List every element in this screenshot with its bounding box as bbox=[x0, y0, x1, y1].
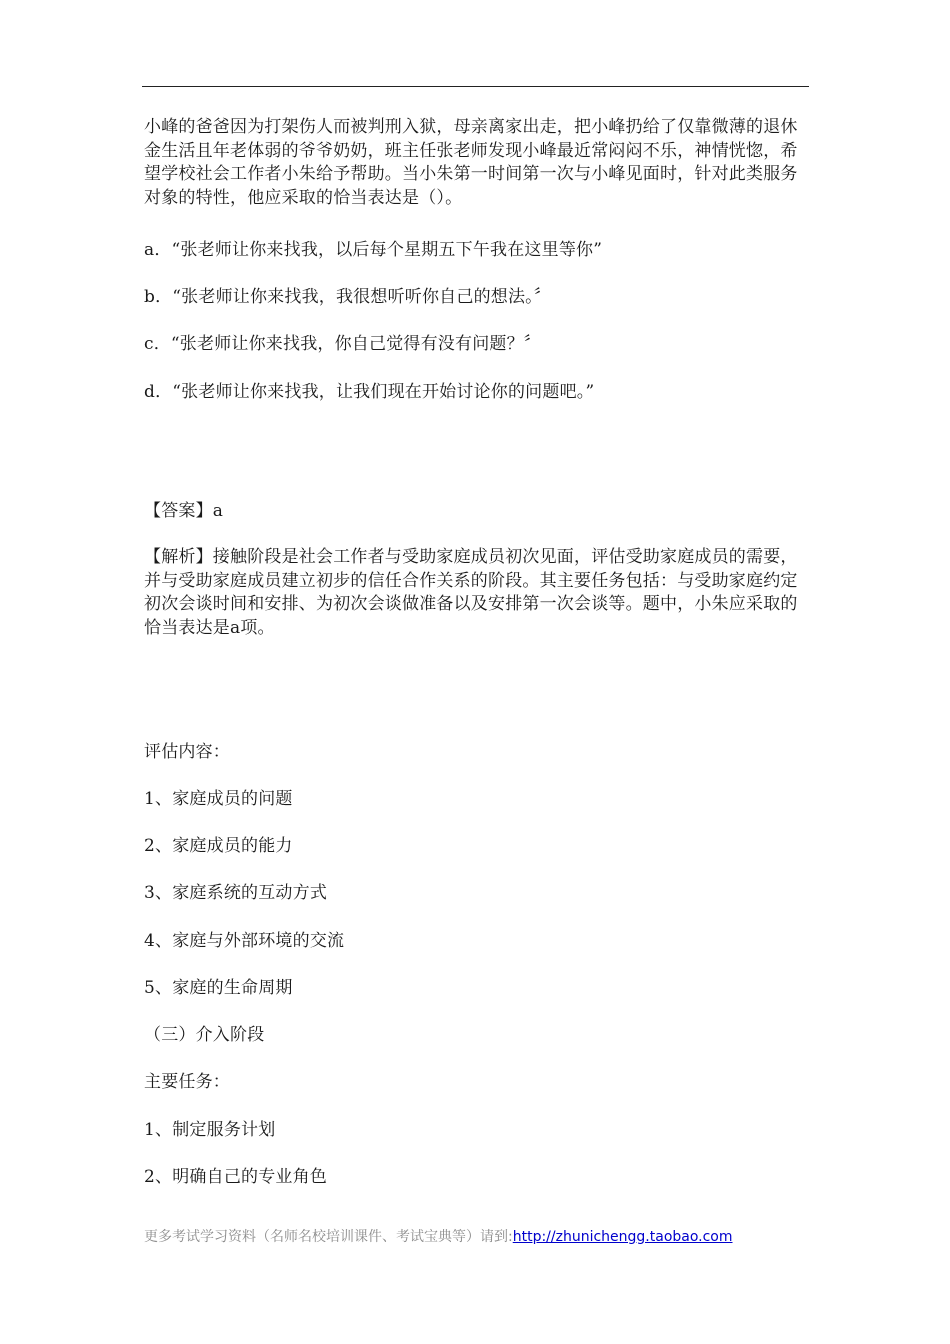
header-rule bbox=[142, 86, 809, 87]
assessment-item: 5、家庭的生命周期 bbox=[144, 978, 293, 998]
tasks-heading: 主要任务： bbox=[144, 1072, 230, 1092]
option-d: d．“张老师让你来找我，让我们现在开始讨论你的问题吧。” bbox=[144, 382, 595, 402]
assessment-heading: 评估内容： bbox=[144, 742, 230, 762]
option-c: c．“张老师让你来找我，你自己觉得有没有问题？〞 bbox=[144, 334, 542, 354]
assessment-item: 1、家庭成员的问题 bbox=[144, 789, 293, 809]
footer bbox=[144, 1226, 733, 1246]
option-b: b．“张老师让你来找我，我很想听听你自己的想法。〞 bbox=[144, 287, 552, 307]
answer: 【答案】a bbox=[144, 501, 224, 521]
option-a: a．“张老师让你来找我，以后每个星期五下午我在这里等你” bbox=[144, 240, 603, 260]
footer-text: 更多考试学习资料（名师名校培训课件、考试宝典等）请到: bbox=[144, 1229, 513, 1245]
stage-heading: （三）介入阶段 bbox=[144, 1025, 265, 1045]
assessment-item: 3、家庭系统的互动方式 bbox=[144, 883, 328, 903]
task-item: 1、制定服务计划 bbox=[144, 1120, 276, 1140]
footer-link[interactable]: http://zhunichengg.taobao.com bbox=[512, 1229, 733, 1245]
assessment-item: 2、家庭成员的能力 bbox=[144, 836, 293, 856]
assessment-item: 4、家庭与外部环境的交流 bbox=[144, 931, 345, 951]
question-stem: 小峰的爸爸因为打架伤人而被判刑入狱，母亲离家出走，把小峰扔给了仅靠微薄的退休金生活且年老体弱的爷爷奶奶，班主任张老师发现小峰最近常闷闷不乐，神情恍惚，希望学校社会工作者小朱给予帮助。当小朱第一时间第一次与小峰见面时，针对此类服务对象的特性，他应采取的恰当表达是（）。 bbox=[144, 117, 798, 208]
task-item: 2、明确自己的专业角色 bbox=[144, 1167, 328, 1187]
analysis: 【解析】接触阶段是社会工作者与受助家庭成员初次见面，评估受助家庭成员的需要，并与受助家庭成员建立初步的信任合作关系的阶段。其主要任务包括：与受助家庭约定初次会谈时间和安排、为初次会谈做准备以及安排第一次会谈等。题中，小朱应采取的恰当表达是a项。 bbox=[144, 547, 798, 638]
